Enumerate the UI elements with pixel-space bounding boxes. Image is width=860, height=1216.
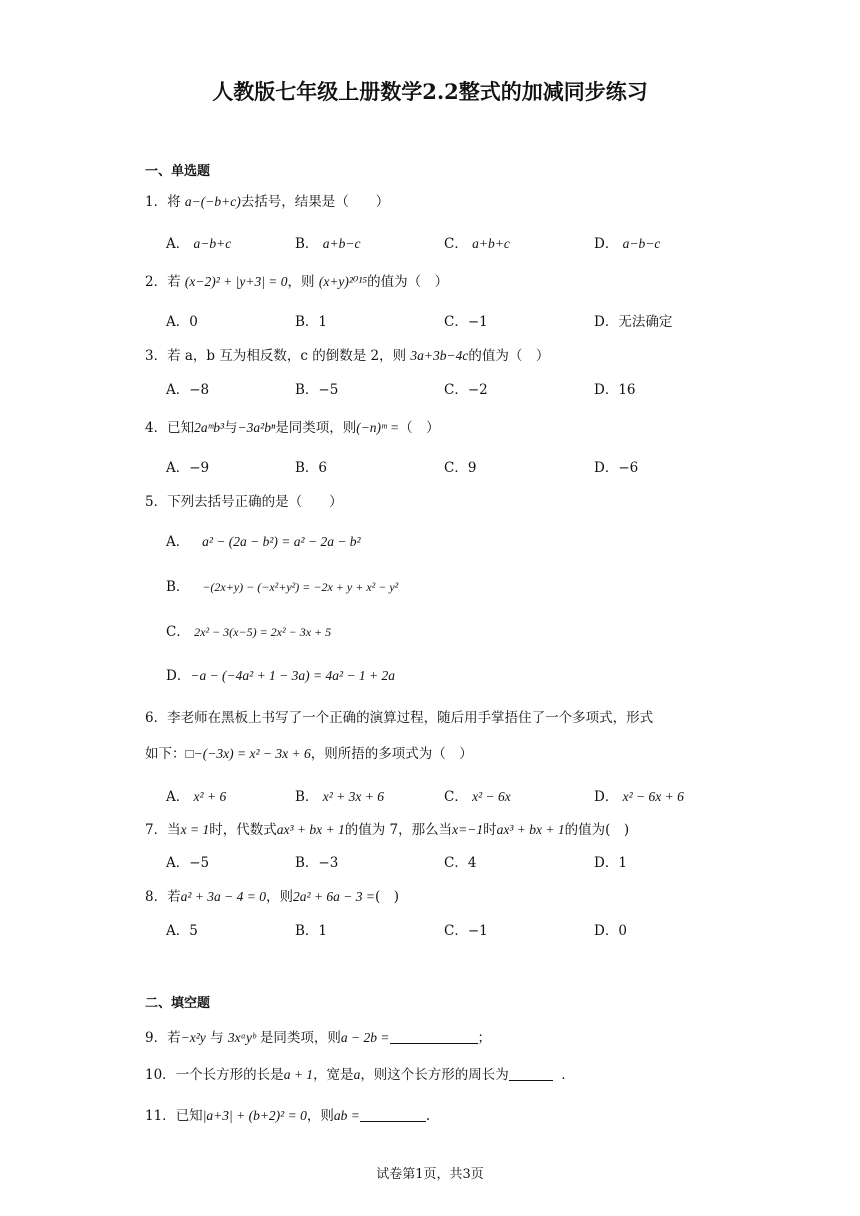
question-6-line-1: 6．李老师在黑板上书写了一个正确的演算过程，随后用手掌捂住了一个多项式，形式	[145, 710, 654, 726]
math-expression: 3a+3b−4c	[410, 348, 469, 363]
section-heading-fill-blank: 二、填空题	[145, 996, 211, 1011]
question-1: 1．将 a−(−b+c)去括号，结果是（ ）	[145, 194, 390, 210]
q3-option-c[interactable]: C．−2	[444, 382, 488, 398]
q1-option-b[interactable]: B． a+b−c	[295, 236, 361, 252]
question-7: 7．当x = 1时，代数式ax³ + bx + 1的值为 7，那么当x=−1时ax³ + bx + 1的值为( )	[145, 822, 630, 838]
q4-option-c[interactable]: C．9	[444, 460, 477, 476]
answer-blank[interactable]	[360, 1108, 426, 1122]
q5-option-c[interactable]: C． 2x² − 3(x−5) = 2x² − 3x + 5	[166, 624, 332, 640]
question-6-line-2: 如下：□−(−3x) = x² − 3x + 6，则所捂的多项式为（ ）	[145, 746, 473, 762]
q2-option-d[interactable]: D．无法确定	[594, 314, 673, 330]
question-number: 1．	[145, 194, 168, 210]
answer-blank[interactable]	[390, 1030, 478, 1044]
question-8: 8．若a² + 3a − 4 = 0，则2a² + 6a − 3 =( )	[145, 889, 400, 905]
math-expression: (x−2)² + |y+3| = 0	[184, 274, 288, 289]
q7-option-a[interactable]: A．−5	[166, 855, 210, 871]
q6-option-a[interactable]: A． x² + 6	[166, 789, 227, 805]
math-expression: (x+y)²⁰¹⁵	[318, 274, 368, 289]
question-2: 2．若 (x−2)² + |y+3| = 0，则 (x+y)²⁰¹⁵的值为（ ）	[145, 274, 449, 290]
section-heading-single-choice: 一、单选题	[145, 164, 211, 179]
q4-option-a[interactable]: A．−9	[166, 460, 210, 476]
q3-option-d[interactable]: D．16	[594, 382, 636, 398]
q6-option-c[interactable]: C． x² − 6x	[444, 789, 511, 805]
q8-option-c[interactable]: C．−1	[444, 923, 488, 939]
q2-option-a[interactable]: A．0	[166, 314, 198, 330]
q8-option-a[interactable]: A．5	[166, 923, 198, 939]
question-9: 9．若−x²y 与 3xᵃyᵇ 是同类项，则a − 2b = ；	[145, 1030, 491, 1046]
q7-option-b[interactable]: B．−3	[295, 855, 339, 871]
q1-option-c[interactable]: C． a+b+c	[444, 236, 510, 252]
q2-option-c[interactable]: C．−1	[444, 314, 488, 330]
q6-option-b[interactable]: B． x² + 3x + 6	[295, 789, 384, 805]
q5-option-b[interactable]: B． −(2x+y) − (−x²+y²) = −2x + y + x² − y²	[166, 579, 399, 595]
q1-option-d[interactable]: D． a−b−c	[594, 236, 661, 252]
q7-option-c[interactable]: C．4	[444, 855, 477, 871]
question-10: 10．一个长方形的长是a + 1，宽是a，则这个长方形的周长为 ．	[145, 1067, 575, 1083]
q8-option-d[interactable]: D．0	[594, 923, 627, 939]
q5-option-a[interactable]: A． a² − (2a − b²) = a² − 2a − b²	[166, 534, 361, 550]
q5-option-d[interactable]: D．−a − (−4a² + 1 − 3a) = 4a² − 1 + 2a	[166, 668, 396, 684]
page-title: 人教版七年级上册数学2.2整式的加减同步练习	[212, 79, 648, 104]
q1-option-a[interactable]: A． a−b+c	[166, 236, 232, 252]
question-5: 5．下列去括号正确的是（ ）	[145, 494, 343, 510]
question-11: 11．已知|a+3| + (b+2)² = 0，则ab = .	[145, 1108, 431, 1124]
question-4: 4．已知2aᵐb³与−3a²bⁿ是同类项，则(−n)ᵐ =（ ）	[145, 420, 440, 436]
q7-option-d[interactable]: D．1	[594, 855, 627, 871]
question-3: 3．若 a，b 互为相反数，c 的倒数是 2，则 3a+3b−4c的值为（ ）	[145, 348, 550, 364]
q3-option-a[interactable]: A．−8	[166, 382, 210, 398]
q2-option-b[interactable]: B．1	[295, 314, 328, 330]
q6-option-d[interactable]: D． x² − 6x + 6	[594, 789, 684, 805]
q4-option-b[interactable]: B．6	[295, 460, 328, 476]
q3-option-b[interactable]: B．−5	[295, 382, 339, 398]
math-expression: a−(−b+c)	[184, 194, 241, 209]
q8-option-b[interactable]: B．1	[295, 923, 328, 939]
answer-blank[interactable]	[509, 1067, 553, 1081]
page-footer: 试卷第1页，共3页	[376, 1167, 484, 1182]
q4-option-d[interactable]: D．−6	[594, 460, 639, 476]
